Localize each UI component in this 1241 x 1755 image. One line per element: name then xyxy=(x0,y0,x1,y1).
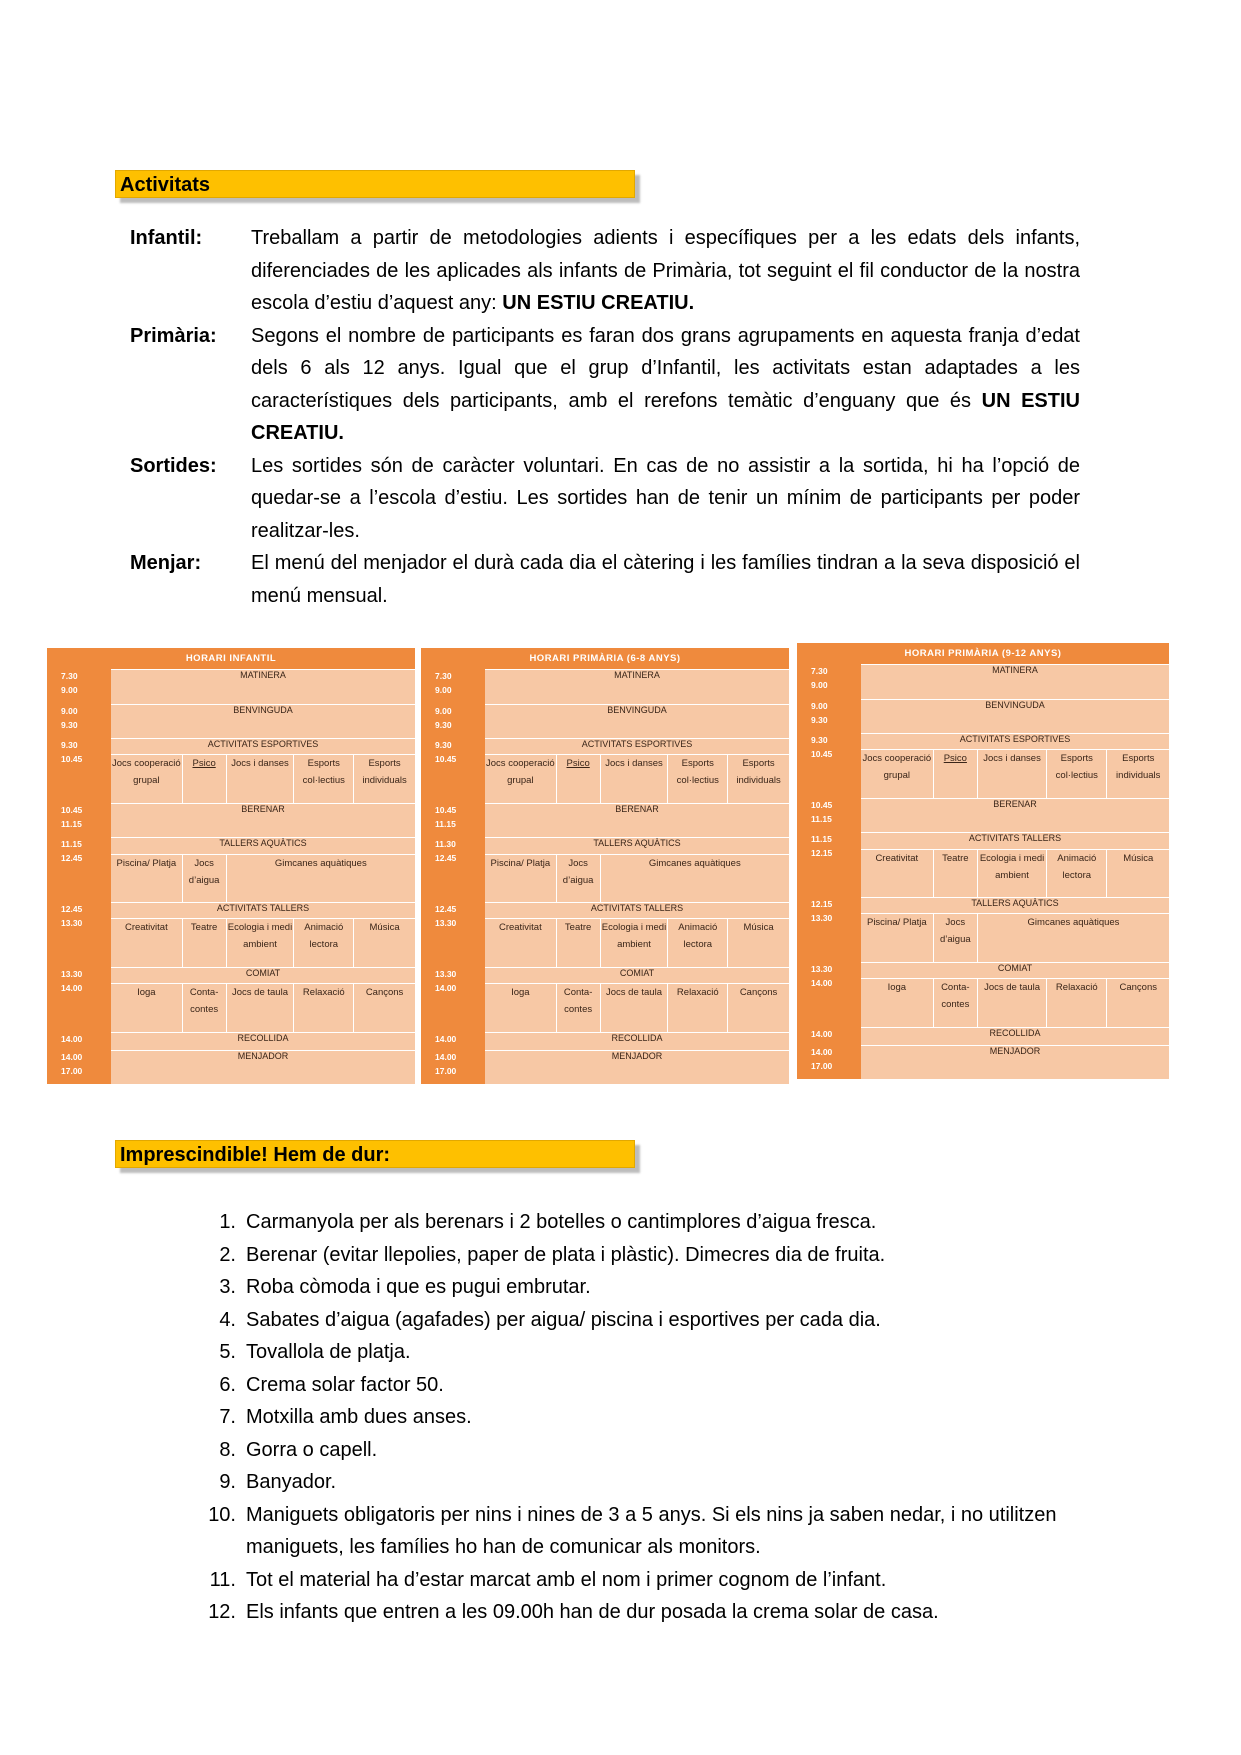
activities-heading: Activitats xyxy=(115,170,635,198)
schedule-table xyxy=(47,648,415,1084)
activity-band: ACTIVITATS TALLERS xyxy=(861,832,1169,849)
time-start: 11.30 xyxy=(435,838,456,849)
definition-primaria xyxy=(130,320,1080,450)
time-slot xyxy=(797,1045,861,1079)
schedule-row xyxy=(47,1050,415,1084)
activity-cell: Ecologia i medi ambient xyxy=(600,918,668,966)
time-end: 9.00 xyxy=(435,685,452,696)
activity-cell: Relaxació xyxy=(1046,978,1106,1026)
activity-band: MATINERA xyxy=(485,669,789,703)
item-number: 9. xyxy=(219,1471,236,1493)
activity-cell: Animació lectora xyxy=(1046,849,1106,897)
time-slot xyxy=(47,738,111,803)
activity-cell: Jocs i danses xyxy=(600,754,668,802)
time-slot xyxy=(421,902,485,967)
activity-cell: Jocs cooperació grupal xyxy=(485,754,556,802)
essential-item xyxy=(190,1596,1090,1629)
definition-text: Segons el nombre de participants es faran dos grans agrupaments en aquesta franja d’edat dels 6 als 12 anys. Igual que el grup d’Infantil, les activitats estan adaptades a les característiques dels participants, amb el rerefons temàtic d’enguany que és UN ESTIU CREATIU. xyxy=(251,324,1080,444)
schedule-row xyxy=(421,967,789,984)
schedule-row xyxy=(797,664,1169,698)
time-end: 17.00 xyxy=(811,1060,833,1071)
schedule-row xyxy=(47,704,415,738)
essential-item xyxy=(190,1401,1090,1434)
time-start: 14.00 xyxy=(61,1033,83,1044)
activity-cell: Teatre xyxy=(933,849,977,897)
schedule-row xyxy=(797,699,1169,733)
activity-cell: Jocs de taula xyxy=(600,983,668,1031)
time-start: 11.15 xyxy=(61,838,82,849)
item-text: Tot el material ha d’estar marcat amb el nom i primer cognom de l’infant. xyxy=(246,1568,887,1591)
time-slot xyxy=(47,704,111,738)
time-end: 11.15 xyxy=(61,818,82,829)
activity-band: RECOLLIDA xyxy=(861,1027,1169,1045)
time-start: 12.45 xyxy=(61,903,83,914)
activity-band: BERENAR xyxy=(111,803,415,837)
essential-item xyxy=(190,1304,1090,1337)
activity-cell: Creativitat xyxy=(861,849,933,897)
essential-item xyxy=(190,1466,1090,1499)
activity-cell: Piscina/ Platja xyxy=(861,913,933,961)
time-end: 11.15 xyxy=(811,813,832,824)
activity-cell: Psico xyxy=(182,754,226,802)
time-slot xyxy=(421,704,485,738)
time-slot xyxy=(797,832,861,897)
activity-cell: Esports individuals xyxy=(1106,749,1169,797)
activity-band: MATINERA xyxy=(861,664,1169,698)
time-slot xyxy=(47,1050,111,1084)
item-text: Roba còmoda i que es pugui embrutar. xyxy=(246,1276,591,1298)
activity-band: BENVINGUDA xyxy=(485,704,789,738)
time-end: 9.30 xyxy=(435,719,452,730)
schedule-row xyxy=(797,1045,1169,1079)
item-text: Berenar (evitar llepolies, paper de plata i plàstic). Dimecres dia de fruita. xyxy=(246,1243,886,1266)
schedule-row xyxy=(421,669,789,703)
time-end: 12.45 xyxy=(61,852,83,863)
time-slot xyxy=(797,962,861,1027)
time-start: 14.00 xyxy=(61,1051,83,1062)
time-start: 10.45 xyxy=(61,804,83,815)
time-start: 7.30 xyxy=(61,671,78,682)
schedule-table xyxy=(421,648,789,1084)
time-end: 13.30 xyxy=(61,917,83,928)
activity-cell: Esports col·lectius xyxy=(1046,749,1106,797)
activity-cell: Cançons xyxy=(1106,978,1169,1026)
activity-band: TALLERS AQUÀTICS xyxy=(111,837,415,854)
time-end: 10.45 xyxy=(811,748,833,759)
item-number: 10. xyxy=(208,1503,236,1526)
activity-cell: Esports individuals xyxy=(353,754,415,802)
activity-cell: Ecologia i medi ambient xyxy=(977,849,1046,897)
item-text: Carmanyola per als berenars i 2 botelles o cantimplores d’aigua fresca. xyxy=(246,1211,877,1233)
activity-cell: Animació lectora xyxy=(293,918,353,966)
item-text: Crema solar factor 50. xyxy=(246,1373,444,1396)
definition-term: Infantil: xyxy=(130,227,203,249)
essential-item xyxy=(190,1499,1090,1564)
time-slot xyxy=(797,1027,861,1045)
schedule-title: HORARI PRIMÀRIA (6-8 ANYS) xyxy=(421,648,789,669)
time-start: 14.00 xyxy=(435,1033,457,1044)
item-text: Maniguets obligatoris per nins i nines de 3 a 5 anys. Si els nins ja saben nedar, i no utilitzen maniguets, les famílies ho han de comunicar als monitors. xyxy=(246,1503,1057,1558)
essential-item xyxy=(190,1434,1090,1467)
activity-band: TALLERS AQUÀTICS xyxy=(861,897,1169,914)
activity-cell: Jocs de taula xyxy=(977,978,1046,1026)
essential-item xyxy=(190,1336,1090,1369)
time-start: 9.00 xyxy=(61,705,78,716)
activity-band: COMIAT xyxy=(485,967,789,984)
time-slot xyxy=(47,902,111,967)
activity-cell: Ioga xyxy=(111,983,182,1031)
activity-band: COMIAT xyxy=(861,962,1169,979)
activity-band: MATINERA xyxy=(111,669,415,703)
activity-cell: Psico xyxy=(933,749,977,797)
schedule-row xyxy=(47,1032,415,1050)
activity-band: MENJADOR xyxy=(861,1045,1169,1079)
time-start: 13.30 xyxy=(61,968,83,979)
item-number: 3. xyxy=(219,1276,236,1298)
schedule-row xyxy=(797,733,1169,750)
time-end: 17.00 xyxy=(61,1065,83,1076)
time-start: 14.00 xyxy=(811,1028,833,1039)
item-number: 7. xyxy=(219,1406,236,1428)
activity-cell: Teatre xyxy=(556,918,600,966)
schedule-title: HORARI INFANTIL xyxy=(47,648,415,669)
item-number: 1. xyxy=(219,1211,236,1233)
time-slot xyxy=(797,897,861,962)
activity-cell: Jocs de taula xyxy=(226,983,294,1031)
activity-band: MENJADOR xyxy=(485,1050,789,1084)
time-start: 9.30 xyxy=(435,739,452,750)
activity-cell: Creativitat xyxy=(485,918,556,966)
activity-cell: Gimcanes aquàtiques xyxy=(226,854,415,902)
item-text: Els infants que entren a les 09.00h han de dur posada la crema solar de casa. xyxy=(246,1601,939,1623)
essentials-list xyxy=(190,1206,1090,1629)
activity-cell: Cançons xyxy=(727,983,789,1031)
activity-cell: Música xyxy=(353,918,415,966)
time-end: 17.00 xyxy=(435,1065,457,1076)
activity-cell: Conta-contes xyxy=(556,983,600,1031)
time-end: 9.30 xyxy=(61,719,78,730)
essential-item xyxy=(190,1369,1090,1402)
time-start: 9.30 xyxy=(811,734,828,745)
definition-text: El menú del menjador el durà cada dia el càtering i les famílies tindran a la seva disposició el menú mensual. xyxy=(251,552,1080,607)
definition-sortides xyxy=(130,450,1080,548)
time-slot xyxy=(797,733,861,798)
definition-term: Sortides: xyxy=(130,454,217,477)
activity-cell: Jocs i danses xyxy=(977,749,1046,797)
time-start: 14.00 xyxy=(435,1051,457,1062)
activity-cell: Jocs cooperació grupal xyxy=(861,749,933,797)
item-text: Banyador. xyxy=(246,1471,337,1493)
schedule-row xyxy=(421,902,789,919)
activity-band: RECOLLIDA xyxy=(485,1032,789,1050)
activity-band: ACTIVITATS ESPORTIVES xyxy=(861,733,1169,750)
time-start: 13.30 xyxy=(435,968,457,979)
definition-infantil xyxy=(130,222,1080,320)
time-slot xyxy=(421,669,485,703)
item-text: Tovallola de platja. xyxy=(246,1341,411,1363)
time-end: 13.30 xyxy=(435,917,457,928)
time-end: 9.00 xyxy=(61,685,78,696)
time-start: 11.15 xyxy=(811,833,832,844)
schedule-row xyxy=(421,837,789,854)
time-start: 9.00 xyxy=(811,700,828,711)
activity-cell: Teatre xyxy=(182,918,226,966)
time-slot xyxy=(421,967,485,1032)
activity-cell: Esports individuals xyxy=(727,754,789,802)
time-slot xyxy=(421,803,485,837)
activity-band: COMIAT xyxy=(111,967,415,984)
time-end: 12.45 xyxy=(435,852,457,863)
item-number: 5. xyxy=(219,1341,236,1363)
activity-band: ACTIVITATS TALLERS xyxy=(485,902,789,919)
schedule-row xyxy=(421,1050,789,1084)
activity-band: BERENAR xyxy=(861,798,1169,832)
time-end: 11.15 xyxy=(435,818,456,829)
activity-cell: Relaxació xyxy=(667,983,727,1031)
time-end: 12.15 xyxy=(811,847,833,858)
activities-definitions xyxy=(130,222,1080,612)
time-slot xyxy=(421,1032,485,1050)
activity-band: MENJADOR xyxy=(111,1050,415,1084)
schedule-row xyxy=(47,803,415,837)
activity-cell: Jocs d’aigua xyxy=(556,854,600,902)
time-end: 14.00 xyxy=(435,982,457,993)
time-end: 9.00 xyxy=(811,680,828,691)
activity-cell: Psico xyxy=(556,754,600,802)
time-end: 14.00 xyxy=(811,977,833,988)
activity-band: ACTIVITATS ESPORTIVES xyxy=(485,738,789,755)
activity-cell: Jocs d’aigua xyxy=(933,913,977,961)
definition-text: Les sortides són de caràcter voluntari. En cas de no assistir a la sortida, hi ha l’opció de quedar-se a l’escola d’estiu. Les sortides han de tenir un mínim de participants per poder realitzar-les. xyxy=(251,454,1080,542)
schedule-row xyxy=(47,967,415,984)
time-slot xyxy=(47,669,111,703)
time-start: 9.00 xyxy=(435,705,452,716)
activity-cell: Creativitat xyxy=(111,918,182,966)
activity-cell: Gimcanes aquàtiques xyxy=(600,854,789,902)
schedule-row xyxy=(421,1032,789,1050)
activity-band: BENVINGUDA xyxy=(111,704,415,738)
time-slot xyxy=(421,1050,485,1084)
item-number: 11. xyxy=(209,1568,236,1591)
time-start: 14.00 xyxy=(811,1046,833,1057)
time-slot xyxy=(47,1032,111,1050)
schedule-row xyxy=(47,902,415,919)
activity-band: ACTIVITATS ESPORTIVES xyxy=(111,738,415,755)
activity-cell: Conta-contes xyxy=(182,983,226,1031)
time-slot xyxy=(47,803,111,837)
time-start: 12.45 xyxy=(435,903,457,914)
essential-item xyxy=(190,1271,1090,1304)
time-end: 14.00 xyxy=(61,982,83,993)
essentials-heading: Imprescindible! Hem de dur: xyxy=(115,1140,635,1168)
time-slot xyxy=(421,837,485,902)
essential-item xyxy=(190,1564,1090,1597)
time-slot xyxy=(421,738,485,803)
activity-cell: Esports col·lectius xyxy=(293,754,353,802)
definition-term: Menjar: xyxy=(130,552,202,574)
schedule-row xyxy=(797,962,1169,979)
activity-cell: Esports col·lectius xyxy=(667,754,727,802)
time-start: 10.45 xyxy=(811,799,833,810)
activity-cell: Jocs i danses xyxy=(226,754,294,802)
activity-band: BERENAR xyxy=(485,803,789,837)
time-slot xyxy=(797,664,861,698)
time-start: 9.30 xyxy=(61,739,78,750)
schedule-row xyxy=(797,832,1169,849)
item-number: 8. xyxy=(219,1438,236,1461)
time-end: 13.30 xyxy=(811,912,833,923)
item-text: Sabates d’aigua (agafades) per aigua/ piscina i esportives per cada dia. xyxy=(246,1308,881,1331)
activity-band: ACTIVITATS TALLERS xyxy=(111,902,415,919)
schedule-row xyxy=(421,738,789,755)
time-slot xyxy=(47,967,111,1032)
essential-item xyxy=(190,1239,1090,1272)
activity-cell: Conta-contes xyxy=(933,978,977,1026)
time-end: 10.45 xyxy=(435,753,457,764)
activity-cell: Piscina/ Platja xyxy=(111,854,182,902)
definition-menjar xyxy=(130,547,1080,612)
schedule-row xyxy=(47,738,415,755)
definition-text: Treballam a partir de metodologies adients i específiques per a les edats dels infants, diferenciades de les aplicades als infants de Primària, tot seguint el fil conductor de la nostra escola d’estiu d’aquest any: UN ESTIU CREATIU. xyxy=(251,227,1080,314)
activity-cell: Gimcanes aquàtiques xyxy=(977,913,1169,961)
activity-cell: Música xyxy=(1106,849,1169,897)
activity-cell: Relaxació xyxy=(293,983,353,1031)
time-end: 9.30 xyxy=(811,714,828,725)
definition-term: Primària: xyxy=(130,324,217,347)
activity-band: TALLERS AQUÀTICS xyxy=(485,837,789,854)
schedule-row xyxy=(421,704,789,738)
item-text: Gorra o capell. xyxy=(246,1438,378,1461)
time-start: 10.45 xyxy=(435,804,457,815)
item-number: 12. xyxy=(208,1601,236,1623)
activity-band: BENVINGUDA xyxy=(861,699,1169,733)
activity-band: RECOLLIDA xyxy=(111,1032,415,1050)
schedule-row xyxy=(797,798,1169,832)
item-number: 4. xyxy=(219,1308,236,1331)
item-number: 2. xyxy=(219,1243,236,1266)
time-slot xyxy=(797,798,861,832)
activity-cell: Jocs cooperació grupal xyxy=(111,754,182,802)
schedule-row xyxy=(797,1027,1169,1045)
schedule-row xyxy=(421,803,789,837)
activity-cell: Cançons xyxy=(353,983,415,1031)
time-slot xyxy=(797,699,861,733)
activity-cell: Ioga xyxy=(861,978,933,1026)
time-start: 12.15 xyxy=(811,898,833,909)
time-start: 7.30 xyxy=(811,666,828,677)
activity-cell: Piscina/ Platja xyxy=(485,854,556,902)
activity-cell: Música xyxy=(727,918,789,966)
schedule-row xyxy=(797,897,1169,914)
time-slot xyxy=(47,837,111,902)
schedule-row xyxy=(47,669,415,703)
activity-cell: Ioga xyxy=(485,983,556,1031)
activity-cell: Animació lectora xyxy=(667,918,727,966)
item-number: 6. xyxy=(219,1373,236,1396)
activity-cell: Jocs d’aigua xyxy=(182,854,226,902)
item-text: Motxilla amb dues anses. xyxy=(246,1406,472,1428)
schedule-row xyxy=(47,837,415,854)
activity-cell: Ecologia i medi ambient xyxy=(226,918,294,966)
time-start: 13.30 xyxy=(811,963,833,974)
essential-item xyxy=(190,1206,1090,1239)
schedule-table xyxy=(797,643,1169,1079)
time-start: 7.30 xyxy=(435,671,452,682)
time-end: 10.45 xyxy=(61,753,83,764)
schedule-title: HORARI PRIMÀRIA (9-12 ANYS) xyxy=(797,643,1169,664)
